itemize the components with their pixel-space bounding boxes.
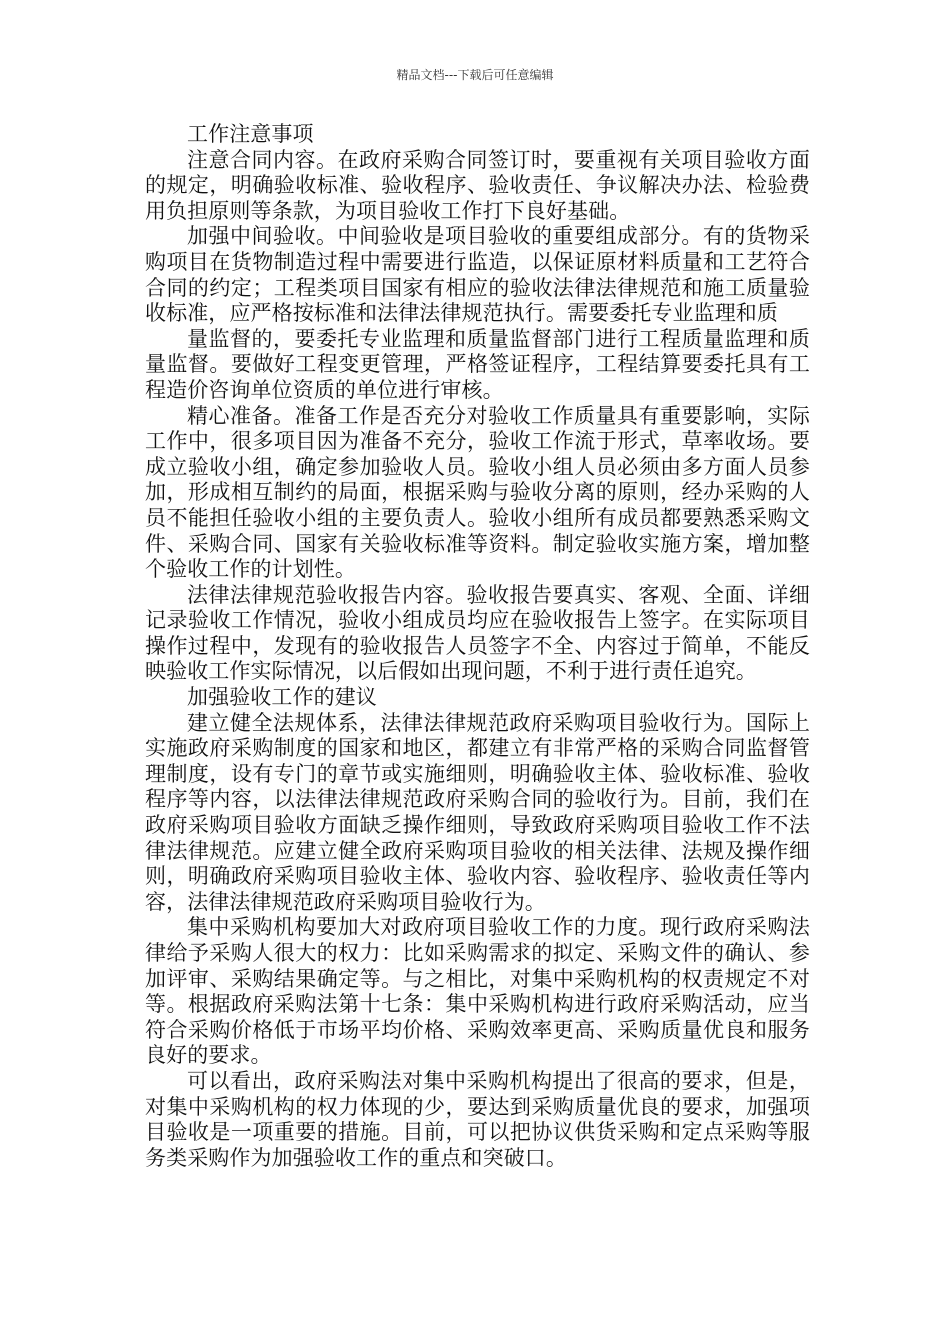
document-body — [145, 122, 810, 1171]
section-heading-suggestions: 加强验收工作的建议 — [187, 685, 377, 710]
paragraph: 注意合同内容。在政府采购合同签订时，要重视有关项目验收方面的规定，明确验收标准、验收程序、验收责任、争议解决办法、检验费用负担原则等条款，为项目验收工作打下良好基础。 — [145, 147, 810, 223]
paragraph: 法律法律规范验收报告内容。验收报告要真实、客观、全面、详细记录验收工作情况，验收小组成员均应在验收报告上签字。在实际项目操作过程中，发现有的验收报告人员签字不全、内容过于简单，不能反映验收工作实际情况，以后假如出现问题，不利于进行责任追究。 — [145, 582, 810, 684]
paragraph: 加强中间验收。中间验收是项目验收的重要组成部分。有的货物采购项目在货物制造过程中需要进行监造，以保证原材料质量和工艺符合合同的约定；工程类项目国家有相应的验收法律法律规范和施工质量验收标准，应严格按标准和法律法律规范执行。需要委托专业监理和质 — [145, 224, 810, 326]
paragraph: 量监督的，要委托专业监理和质量监督部门进行工程质量监理和质量监督。要做好工程变更管理，严格签证程序，工程结算要委托具有工程造价咨询单位资质的单位进行审核。 — [145, 326, 810, 402]
paragraph: 建立健全法规体系，法律法律规范政府采购项目验收行为。国际上实施政府采购制度的国家和地区，都建立有非常严格的采购合同监督管理制度，设有专门的章节或实施细则，明确验收主体、验收标准、验收程序等内容，以法律法律规范政府采购合同的验收行为。目前，我们在政府采购项目验收方面缺乏操作细则，导致政府采购项目验收工作不法律法律规范。应建立健全政府采购项目验收的相关法律、法规及操作细则，明确政府采购项目验收主体、验收内容、验收程序、验收责任等内容，法律法律规范政府采购项目验收行为。 — [145, 710, 810, 914]
paragraph: 精心准备。准备工作是否充分对验收工作质量具有重要影响，实际工作中，很多项目因为准备不充分，验收工作流于形式，草率收场。要成立验收小组，确定参加验收人员。验收小组人员必须由多方面人员参加，形成相互制约的局面，根据采购与验收分离的原则，经办采购的人员不能担任验收小组的主要负责人。验收小组所有成员都要熟悉采购文件、采购合同、国家有关验收标准等资料。制定验收实施方案，增加整个验收工作的计划性。 — [145, 403, 810, 582]
page-header: 精品文档---下载后可任意编辑 — [396, 68, 554, 82]
paragraph: 可以看出，政府采购法对集中采购机构提出了很高的要求，但是，对集中采购机构的权力体现的少，要达到采购质量优良的要求，加强项目验收是一项重要的措施。目前，可以把协议供货采购和定点采购等服务类采购作为加强验收工作的重点和突破口。 — [145, 1068, 810, 1170]
section-heading-notes: 工作注意事项 — [187, 122, 314, 146]
paragraph: 集中采购机构要加大对政府项目验收工作的力度。现行政府采购法律给予采购人很大的权力：比如采购需求的拟定、采购文件的确认、参加评审、采购结果确定等。与之相比，对集中采购机构的权责规定不对等。根据政府采购法第十七条：集中采购机构进行政府采购活动，应当符合采购价格低于市场平均价格、采购效率更高、采购质量优良和服务良好的要求。 — [145, 915, 810, 1068]
